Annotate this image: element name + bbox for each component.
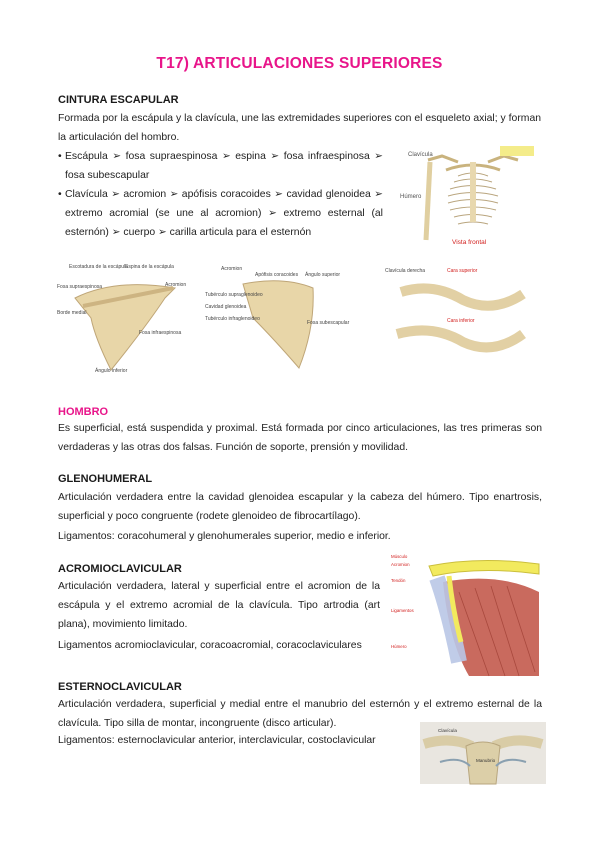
sterno-fig-label: Manubrio [476, 758, 496, 763]
scap-post-label: Acromion [165, 282, 187, 288]
scap-ant-label: Tubérculo supraglenoideo [205, 292, 263, 298]
scap-ant-label: Apófisis coracoides [255, 272, 299, 278]
bullet-marker: • [58, 151, 62, 162]
clavicle-figure [383, 264, 543, 374]
svg-text:Acromion: Acromion [391, 562, 410, 567]
scapula-posterior-figure [55, 258, 199, 374]
acromioclavicular-text: Articulación verdadera, lateral y superficial entre el acromion de la escápula y el extremo acromial de la clavícula. Tipo artrodia (art plana), movimiento limitado. [58, 581, 380, 630]
scap-post-label: Borde medial [57, 310, 87, 316]
scap-ant-label: Fosa subescapular [307, 320, 350, 326]
heading-esternoclavicular: ESTERNOCLAVICULAR [58, 681, 182, 693]
thorax-illustration [398, 140, 548, 250]
hombro-text: Es superficial, está suspendida y proximal. Está formada por cinco articulaciones, las tres primeras son verdaderas y las otras dos falsas. Función de soporte, prensión y movilidad. [58, 423, 542, 453]
thorax-figure [398, 140, 548, 250]
svg-text:Húmero: Húmero [400, 194, 422, 200]
scap-post-label: Ángulo inferior [95, 368, 128, 374]
heading-hombro: HOMBRO [58, 406, 109, 418]
svg-text:Clavícula: Clavícula [408, 152, 433, 158]
scap-post-label: Fosa supraespinosa [57, 284, 103, 290]
acromioclavicular-ligaments: Ligamentos acromioclavicular, coracoacromial, coracoclaviculares [58, 640, 362, 651]
sternoclavicular-figure [420, 722, 546, 784]
svg-text:Tendón: Tendón [391, 578, 406, 583]
scap-post-label: Fosa infraespinosa [139, 330, 182, 336]
svg-text:Músculo: Músculo [391, 554, 408, 559]
heading-glenohumeral: GLENOHUMERAL [58, 473, 153, 485]
cintura-intro: Formada por la escápula y la clavícula, une las extremidades superiores con el esqueleto axial; y forman la articulación del hombro. [58, 113, 541, 143]
bullet-clavicula [58, 185, 383, 242]
scap-ant-label: Tubérculo infraglenoideo [205, 316, 260, 322]
scap-ant-label: Cavidad glenoidea [205, 304, 247, 310]
scapula-anterior-figure [203, 258, 350, 374]
scap-post-label: Escotadura de la escápula [69, 264, 128, 270]
scap-post-label: Espina de la escápula [125, 264, 174, 270]
bullet-escapula [58, 147, 383, 185]
clavicle-label: Cara inferior [447, 318, 475, 324]
bullet-text: Escápula ➢ fosa supraespinosa ➢ espina ➢ fosa infraespinosa ➢ fosa subescapular [65, 151, 383, 181]
shoulder-ligaments-figure [389, 552, 545, 676]
page-title: T17) ARTICULACIONES SUPERIORES [156, 55, 443, 72]
clavicle-label: Clavícula derecha [385, 268, 426, 274]
scap-ant-label: Acromion [221, 266, 243, 272]
bullet-marker: • [58, 189, 62, 200]
sterno-fig-label: Clavícula [438, 728, 457, 733]
heading-cintura-escapular: CINTURA ESCAPULAR [58, 94, 179, 106]
scap-ant-label: Ángulo superior [305, 272, 341, 278]
heading-acromioclavicular: ACROMIOCLAVICULAR [58, 563, 182, 575]
glenohumeral-text: Articulación verdadera entre la cavidad glenoidea escapular y la cabeza del húmero. Tipo enartrosis, superficial y poco congruente (rodete glenoideo de fibrocartílago). [58, 492, 542, 522]
svg-text:Húmero: Húmero [391, 644, 407, 649]
clavicle-label: Cara superior [447, 268, 478, 274]
esternoclavicular-ligaments: Ligamentos: esternoclavicular anterior, interclavicular, costoclavicular [58, 735, 376, 746]
svg-text:Ligamentos: Ligamentos [391, 608, 414, 613]
glenohumeral-ligaments: Ligamentos: coracohumeral y glenohumerales superior, medio e inferior. [58, 531, 391, 542]
thorax-caption: Vista frontal [452, 239, 487, 246]
esternoclavicular-text: Articulación verdadera, superficial y medial entre el manubrio del esternón y el extremo esternal de la clavícula. Tipo silla de montar, incongruente (disco articular). [58, 699, 542, 729]
bullet-text: Clavícula ➢ acromion ➢ apófisis coracoides ➢ cavidad glenoidea ➢ extremo acromial (se une al acromion) ➢ extremo esternal (al esternón) ➢ cuerpo ➢ carilla articula para el esternón [65, 189, 383, 238]
